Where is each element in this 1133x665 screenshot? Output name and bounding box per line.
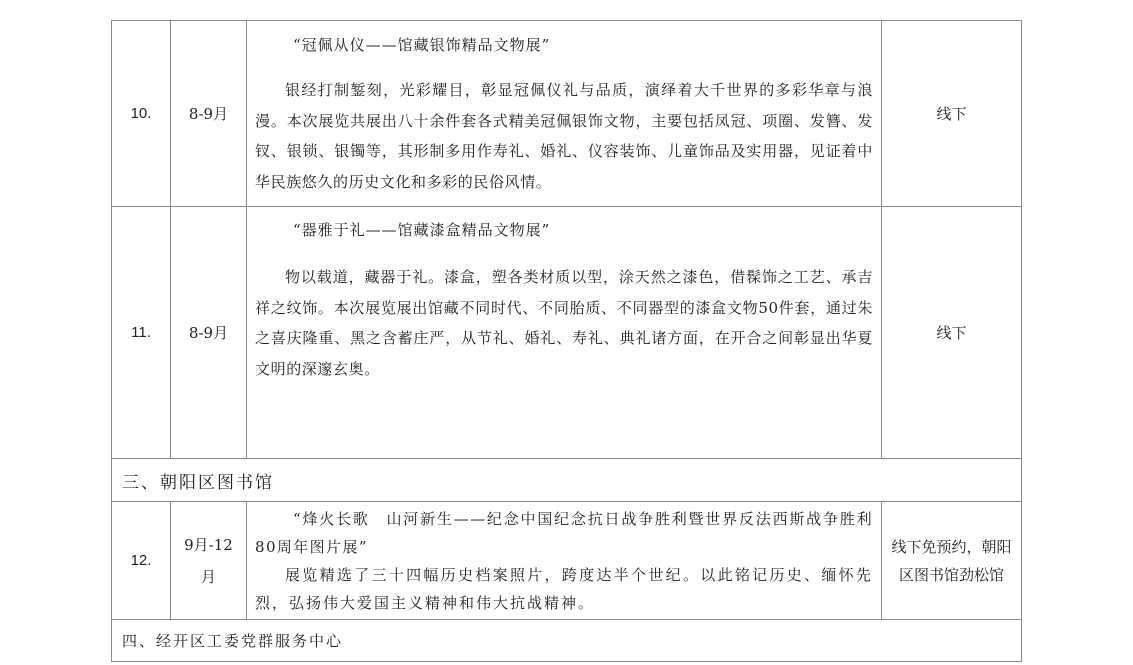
row-period: 8-9月 bbox=[171, 207, 247, 458]
row-content bbox=[247, 21, 882, 206]
exhibition-title: “冠佩从仪——馆藏银饰精品文物展” bbox=[293, 36, 551, 54]
row-format: 线下免预约，朝阳区图书馆劲松馆 bbox=[891, 537, 1012, 584]
row-period: 8-9月 bbox=[171, 21, 247, 206]
table-row bbox=[111, 20, 1022, 207]
row-period: 9月-12月 bbox=[171, 502, 247, 619]
row-format: 线下 bbox=[936, 323, 967, 342]
row-number: 10. bbox=[112, 21, 171, 206]
section-heading: 四、经开区工委党群服务中心 bbox=[122, 632, 344, 650]
section-heading: 三、朝阳区图书馆 bbox=[122, 472, 274, 493]
row-number: 12. bbox=[112, 502, 171, 619]
row-number: 11. bbox=[112, 207, 171, 458]
table-row bbox=[111, 207, 1022, 459]
exhibition-title: “烽火长歌 山河新生——纪念中国纪念抗日战争胜利暨世界反法西斯战争胜利80周年图片展” bbox=[255, 510, 873, 556]
exhibition-description: 银经打制錾刻，光彩耀目，彰显冠佩仪礼与品质，演绎着大千世界的多彩华章与浪漫。本次展览共展出八十余件套各式精美冠佩银饰文物，主要包括凤冠、项圈、发簪、发钗、银锁、银镯等，其形制多用作寿礼、婚礼、仪容装饰、儿童饰品及实用器，见证着中华民族悠久的历史文化和多彩的民俗风情。 bbox=[255, 81, 873, 191]
section-heading-row bbox=[111, 620, 1022, 662]
exhibition-table bbox=[111, 20, 1022, 662]
section-heading-row bbox=[111, 459, 1022, 502]
exhibition-title: “器雅于礼——馆藏漆盒精品文物展” bbox=[293, 221, 551, 239]
row-format: 线下 bbox=[936, 104, 967, 123]
exhibition-description: 展览精选了三十四幅历史档案照片，跨度达半个世纪。以此铭记历史、缅怀先烈，弘扬伟大爱国主义精神和伟大抗战精神。 bbox=[255, 566, 873, 612]
exhibition-description: 物以载道，藏器于礼。漆盒，塑各类材质以型，涂天然之漆色，借髹饰之工艺、承吉祥之纹饰。本次展览展出馆藏不同时代、不同胎质、不同器型的漆盒文物50件套，通过朱之喜庆隆重、黑之含蓄庄严，从节礼、婚礼、寿礼、典礼诸方面，在开合之间彰显出华夏文明的深邃玄奥。 bbox=[255, 268, 873, 378]
row-content bbox=[247, 207, 882, 458]
table-row bbox=[111, 502, 1022, 620]
row-content bbox=[247, 502, 882, 619]
